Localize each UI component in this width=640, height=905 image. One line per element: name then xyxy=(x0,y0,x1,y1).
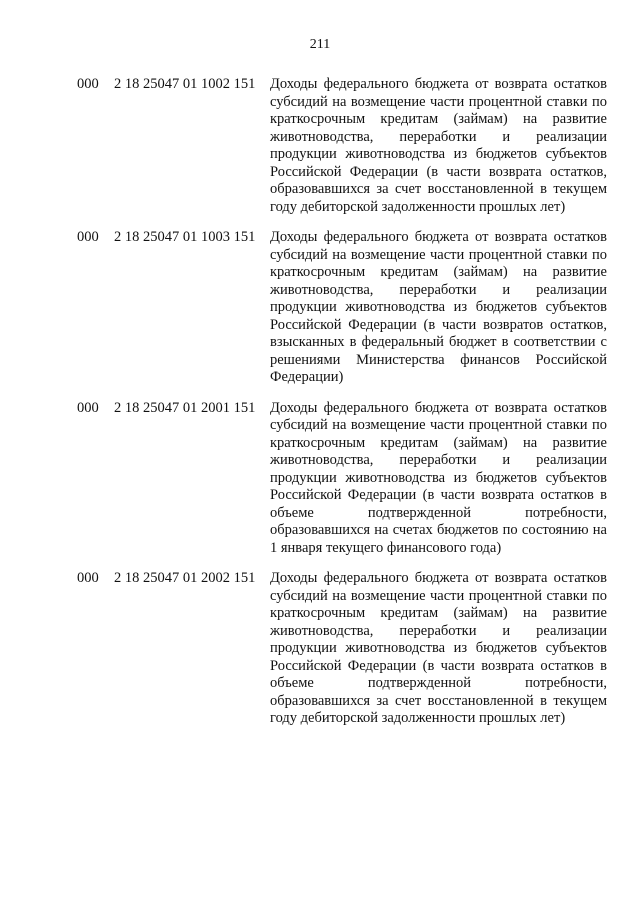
budget-entry xyxy=(0,229,640,387)
admin-code: 000 xyxy=(77,76,99,92)
budget-classification-code: 2 18 25047 01 2002 151 xyxy=(114,570,256,586)
budget-classification-code: 2 18 25047 01 1002 151 xyxy=(114,76,256,92)
entry-description: Доходы федерального бюджета от возврата остатков субсидий на возмещение части процентной ставки по краткосрочным кредитам (займам) на развитие животноводства, переработки и реализации продукции животноводства из бюджетов субъектов Российской Федерации (в части возврата остатков в объеме подтвержденной потребности, образовавшихся на счетах бюджетов по состоянию на 1 января текущего финансового года) xyxy=(270,399,607,556)
admin-code: 000 xyxy=(77,229,99,245)
admin-code: 000 xyxy=(77,570,99,586)
entry-description: Доходы федерального бюджета от возврата остатков субсидий на возмещение части процентной ставки по краткосрочным кредитам (займам) на развитие животноводства, переработки и реализации продукции животноводства из бюджетов субъектов Российской Федерации (в части возвратов остатков, взысканных в федеральный бюджет в соответствии с решениями Министерства финансов Российской Федерации) xyxy=(270,229,607,385)
budget-code-list xyxy=(0,76,640,741)
budget-classification-code: 2 18 25047 01 2001 151 xyxy=(114,399,256,416)
page-number: 211 xyxy=(309,37,331,52)
budget-entry xyxy=(0,570,640,728)
budget-entry xyxy=(0,400,640,558)
entry-description: Доходы федерального бюджета от возврата остатков субсидий на возмещение части процентной ставки по краткосрочным кредитам (займам) на развитие животноводства, переработки и реализации продукции животноводства из бюджетов субъектов Российской Федерации (в части возврата остатков в объеме подтвержденной потребности, образовавшихся за счет восстановленной в текущем году дебиторской задолженности прошлых лет) xyxy=(270,570,607,726)
budget-entry xyxy=(0,76,640,216)
budget-classification-code: 2 18 25047 01 1003 151 xyxy=(114,229,256,245)
admin-code: 000 xyxy=(77,399,99,416)
entry-description: Доходы федерального бюджета от возврата остатков субсидий на возмещение части процентной ставки по краткосрочным кредитам (займам) на развитие животноводства, переработки и реализации продукции животноводства из бюджетов субъектов Российской Федерации (в части возврата остатков, образовавшихся за счет восстановленной в текущем году дебиторской задолженности прошлых лет) xyxy=(270,76,607,215)
